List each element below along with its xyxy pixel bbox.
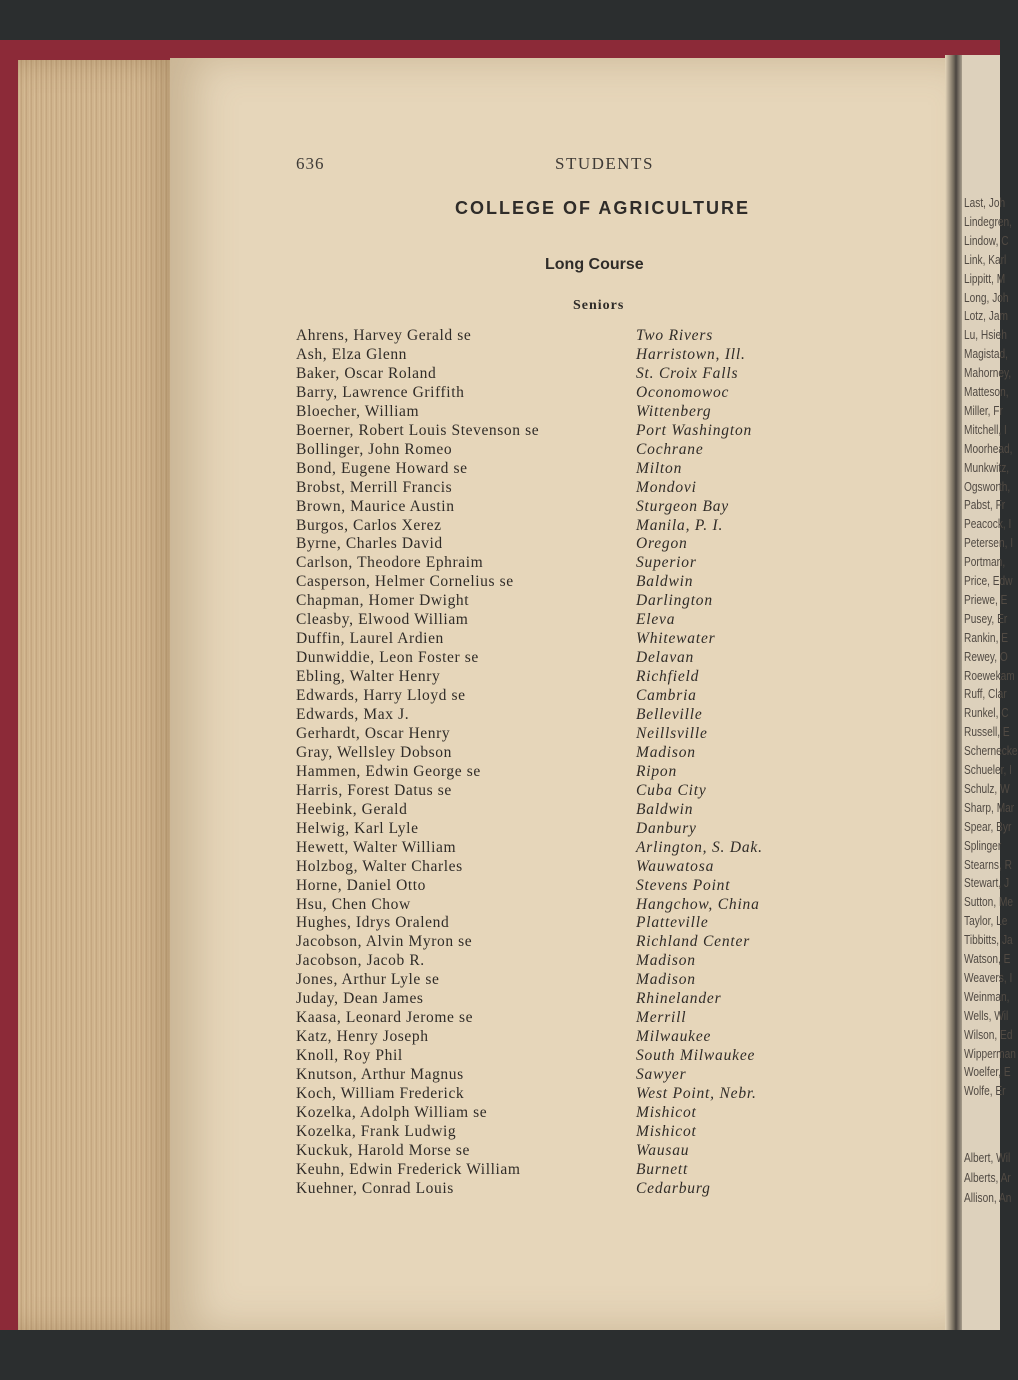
student-row [296,422,816,441]
student-row [296,1066,816,1085]
student-hometown: Delavan [636,649,695,667]
student-hometown: South Milwaukee [636,1047,756,1065]
student-name: Juday, Dean James [296,990,424,1008]
student-row [296,441,816,460]
student-row [296,896,816,915]
next-page-fragment: Splinger [964,837,1002,853]
student-hometown: Cochrane [636,440,704,458]
next-page-fragment: Mitchell, I [964,421,1007,437]
student-name: Barry, Lawrence Griffith [296,383,465,401]
student-row [296,744,816,763]
student-name: Chapman, Homer Dwight [296,592,470,610]
next-page-fragment: Lindegren, [964,213,1012,229]
student-hometown: Madison [636,971,696,989]
student-row [296,649,816,668]
student-name: Jacobson, Alvin Myron se [296,933,473,951]
student-hometown: Darlington [636,592,713,610]
student-name: Knoll, Roy Phil [296,1047,403,1065]
student-hometown: Danbury [636,819,697,837]
student-row [296,952,816,971]
student-row [296,877,816,896]
next-page-fragment: Moorhead, [964,440,1013,456]
student-row [296,630,816,649]
student-row [296,687,816,706]
student-row [296,611,816,630]
next-page-fragment: Schueler, I [964,762,1012,777]
student-name: Helwig, Karl Lyle [296,819,419,837]
next-page-fragment: Schernecke [964,743,1018,759]
next-page-fragment: Roewekam [964,667,1015,683]
student-hometown: Merrill [636,1009,687,1027]
next-page-fragment: Wells, Wil [964,1007,1009,1023]
student-name: Baker, Oscar Roland [296,364,437,382]
next-page-fragment: Magistad, [964,346,1008,362]
student-hometown: Cuba City [636,781,707,799]
next-page-fragment: Stewart, J [964,875,1010,891]
student-hometown: Richfield [636,668,700,686]
student-row [296,1123,816,1142]
student-hometown: Hangchow, China [636,895,760,913]
student-row [296,327,816,346]
student-row [296,782,816,801]
student-hometown: Mondovi [636,478,697,496]
student-name: Katz, Henry Joseph [296,1028,429,1046]
student-row [296,971,816,990]
student-row [296,573,816,592]
student-hometown: Rhinelander [636,990,722,1008]
student-row [296,384,816,403]
student-hometown: Baldwin [636,800,694,818]
student-row [296,460,816,479]
next-page-fragment: Schulz, W [964,780,1010,796]
student-row [296,365,816,384]
student-row [296,535,816,554]
next-page-fragment: Pusey, Er [964,610,1008,626]
student-hometown: Oconomowoc [636,383,730,401]
page-number: 636 [296,154,325,173]
next-page-fragment: Tibbitts, Ja [964,932,1013,948]
student-name: Gerhardt, Oscar Henry [296,724,451,742]
next-page-fragment: Alberts, Ar [964,1170,1011,1185]
student-name: Heebink, Gerald [296,800,408,818]
student-name: Kozelka, Frank Ludwig [296,1122,457,1140]
next-page-fragment: Weavers, I [964,969,1013,985]
student-hometown: Sawyer [636,1066,687,1084]
student-name: Hammen, Edwin George se [296,762,481,780]
next-page-fragment: Lippitt, M [964,270,1006,286]
student-row [296,858,816,877]
student-name: Horne, Daniel Otto [296,876,427,894]
next-page-fragment: Albert, Wil [964,1150,1011,1165]
student-name: Kaasa, Leonard Jerome se [296,1009,474,1027]
student-name: Byrne, Charles David [296,535,443,553]
next-page-fragment: Stearns, R [964,856,1012,872]
next-page-fragment: Long, Joh [964,289,1009,305]
next-page-fragment: Sutton, Me [964,894,1014,910]
next-page-fragment: Russell, E [964,724,1010,740]
student-hometown: Port Washington [636,421,753,439]
next-page-fragment: Link, Karl [964,251,1007,267]
student-hometown: Whitewater [636,630,716,648]
student-name: Cleasby, Elwood William [296,611,469,629]
next-page-fragment: Ogsworth, [964,478,1011,494]
student-name: Jones, Arthur Lyle se [296,971,440,989]
next-page-fragment: Lindow, C [964,232,1009,248]
student-row [296,914,816,933]
student-hometown: Harristown, Ill. [636,345,746,363]
student-row [296,1047,816,1066]
student-hometown: Milwaukee [636,1028,712,1046]
student-hometown: Mishicot [636,1103,697,1121]
next-page-fragment: Spear, Byr [964,818,1012,834]
student-hometown: Wausau [636,1141,690,1159]
student-row [296,1028,816,1047]
student-hometown: Sturgeon Bay [636,497,729,515]
student-hometown: St. Croix Falls [636,364,739,382]
student-row [296,801,816,820]
student-row [296,479,816,498]
student-hometown: Two Rivers [636,327,714,344]
student-hometown: Belleville [636,706,703,723]
next-page-fragment: Portman, [964,554,1006,570]
student-hometown: Manila, P. I. [636,516,724,534]
student-hometown: Wauwatosa [636,857,715,875]
next-page-fragment: Wipperman [964,1045,1016,1061]
student-name: Bond, Eugene Howard se [296,459,468,477]
student-name: Boerner, Robert Louis Stevenson se [296,421,540,439]
student-hometown: Mishicot [636,1122,697,1140]
student-name: Keuhn, Edwin Frederick William [296,1160,521,1178]
student-hometown: Burnett [636,1160,689,1178]
student-row [296,517,816,536]
next-page-fragment: Pabst, Fr [964,497,1006,513]
student-row [296,403,816,422]
student-name: Hsu, Chen Chow [296,895,411,913]
student-name: Kozelka, Adolph William se [296,1103,488,1121]
student-name: Ahrens, Harvey Gerald se [296,327,472,344]
student-name: Duffin, Laurel Ardien [296,630,444,648]
student-row [296,1161,816,1180]
next-page-fragment: Lotz, Jam [964,308,1008,324]
course-title: Long Course [545,256,644,273]
next-page-fragment: Petersen, I [964,535,1014,551]
next-page-fragment: Ruff, Clar [964,686,1007,702]
student-hometown: Madison [636,743,696,761]
student-name: Edwards, Harry Lloyd se [296,687,466,705]
student-hometown: Arlington, S. Dak. [636,838,763,856]
next-page-fragment: Rewey, O [964,648,1008,664]
student-row [296,668,816,687]
next-page-fragment: Peacock, I [964,516,1012,532]
student-name: Ash, Elza Glenn [296,345,408,363]
student-hometown: Superior [636,554,697,572]
next-page-fragment: Miller, Fr [964,402,1003,418]
student-name: Knutson, Arthur Magnus [296,1066,464,1084]
student-row [296,346,816,365]
student-name: Koch, William Frederick [296,1085,465,1102]
student-row [296,933,816,952]
next-page-fragment: Matteson, [964,384,1009,399]
next-page-fragment: Taylor, Le [964,913,1008,929]
student-hometown: Oregon [636,535,688,553]
next-page-edge [962,55,1018,1330]
next-page-fragment: Munkwitz, [964,459,1010,475]
student-row [296,839,816,858]
running-head: STUDENTS [555,154,654,173]
student-row [296,763,816,782]
next-page-fragment: Woelfer, E [964,1064,1011,1080]
next-page-fragment: Wilson, Ed [964,1026,1013,1042]
student-hometown: Neillsville [636,724,708,742]
next-page-fragment: Rankin, E [964,629,1008,645]
next-page-fragment: Sharp, Mar [964,799,1015,815]
student-row [296,706,816,725]
student-name: Hughes, Idrys Oralend [296,914,450,932]
student-hometown: Cedarburg [636,1179,711,1197]
student-row [296,554,816,573]
student-row [296,498,816,517]
student-hometown: Eleva [636,611,676,629]
student-name: Kuckuk, Harold Morse se [296,1141,470,1159]
student-row [296,1142,816,1161]
college-title: COLLEGE OF AGRICULTURE [455,198,750,218]
student-name: Ebling, Walter Henry [296,668,441,686]
student-name: Bollinger, John Romeo [296,440,453,458]
student-name: Dunwiddie, Leon Foster se [296,649,479,667]
student-hometown: Platteville [636,914,709,932]
next-page-fragment: Last, Joh [964,195,1006,210]
student-row [296,725,816,744]
next-page-fragment: Watson, E [964,951,1011,966]
student-name: Hewett, Walter William [296,838,457,856]
student-row [296,1009,816,1028]
student-name: Holzbog, Walter Charles [296,857,463,875]
next-page-fragment: Price, Edw [964,573,1013,588]
student-name: Kuehner, Conrad Louis [296,1179,454,1197]
student-hometown: Wittenberg [636,402,712,420]
next-page-fragment: Mahorney, [964,365,1012,381]
student-row [296,1085,816,1104]
student-hometown: Baldwin [636,573,694,591]
student-hometown: Cambria [636,687,697,705]
next-page-fragment: Runkel, C [964,705,1009,721]
student-name: Bloecher, William [296,402,420,420]
student-name: Carlson, Theodore Ephraim [296,554,484,572]
student-hometown: Richland Center [636,933,751,951]
student-row [296,1104,816,1123]
student-row [296,820,816,839]
student-name: Casperson, Helmer Cornelius se [296,573,514,591]
student-hometown: Stevens Point [636,876,731,894]
page-edges [18,60,183,1330]
student-hometown: West Point, Nebr. [636,1085,757,1102]
student-name: Jacobson, Jacob R. [296,952,425,970]
student-name: Gray, Wellsley Dobson [296,743,452,761]
student-hometown: Ripon [636,762,678,780]
student-name: Burgos, Carlos Xerez [296,516,442,534]
student-row [296,592,816,611]
next-page-fragment: Weinman, [964,988,1010,1004]
student-hometown: Milton [636,459,683,477]
student-row [296,1180,816,1199]
next-page-fragment: Allison, An [964,1190,1012,1205]
next-page-fragment: Lu, Hsieh [964,327,1007,343]
student-row [296,990,816,1009]
class-heading: Seniors [573,298,625,313]
next-page-fragment: Wolfe, Er [964,1083,1006,1099]
student-name: Edwards, Max J. [296,706,410,723]
student-hometown: Madison [636,952,696,970]
student-name: Brobst, Merrill Francis [296,478,453,496]
student-name: Harris, Forest Datus se [296,781,452,799]
student-name: Brown, Maurice Austin [296,497,455,515]
next-page-fragment: Priewe, E [964,591,1008,607]
